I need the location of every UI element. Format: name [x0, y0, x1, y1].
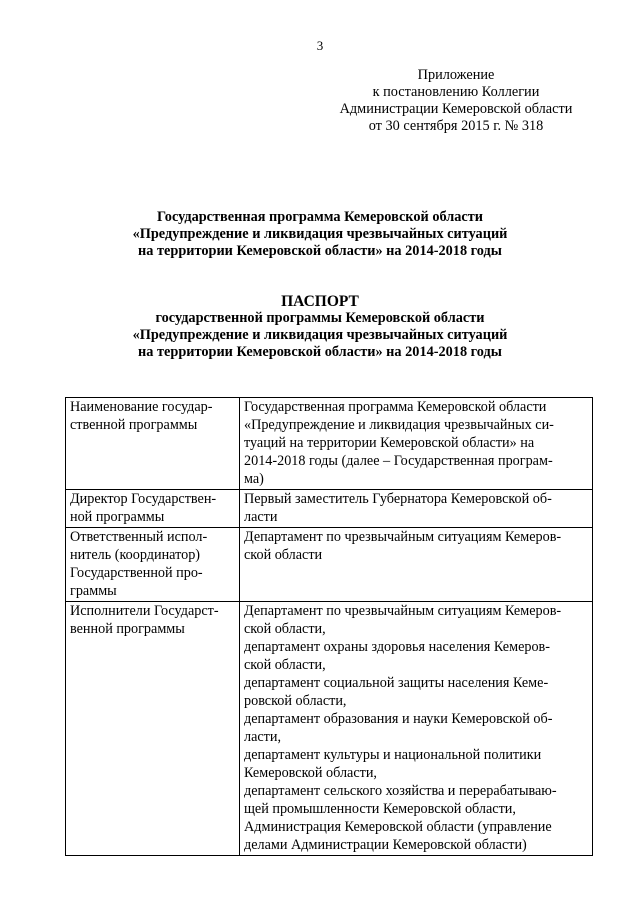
table-cell-label [66, 490, 240, 528]
table-cell-label [66, 398, 240, 490]
value-line: делами Администрации Кемеровской области) [244, 837, 527, 853]
table-row [66, 528, 593, 602]
value-line: Кемеровской области, [244, 765, 377, 781]
table-cell-label [66, 528, 240, 602]
table-cell-value [240, 490, 593, 528]
table-row [66, 398, 593, 490]
value-line: департамент охраны здоровья населения Кемеров- [244, 639, 550, 655]
value-line: ской области [244, 547, 323, 563]
program-title-line: Государственная программа Кемеровской области [156, 209, 484, 225]
label-line: Исполнители Государст- [70, 603, 219, 619]
table-row [66, 602, 593, 856]
passport-title [0, 293, 640, 361]
appendix-line: к постановлению Коллегии [372, 84, 540, 100]
label-line: Директор Государствен- [70, 491, 217, 507]
label-line: венной программы [70, 621, 185, 637]
value-line: ровской области, [244, 693, 347, 709]
value-line: Государственная программа Кемеровской области [244, 399, 547, 415]
label-line: Наименование государ- [70, 399, 213, 415]
value-line: департамент сельского хозяйства и перерабатываю- [244, 783, 557, 799]
value-line: 2014-2018 годы (далее – Государственная програм- [244, 453, 553, 469]
label-line: ственной программы [70, 417, 198, 433]
value-line: Первый заместитель Губернатора Кемеровской об- [244, 491, 552, 507]
appendix-line: Приложение [417, 67, 495, 83]
value-line: ма) [244, 471, 264, 487]
value-line: щей промышленности Кемеровской области, [244, 801, 516, 817]
table-cell-value [240, 398, 593, 490]
value-line: ласти [244, 509, 278, 525]
label-line: Ответственный испол- [70, 529, 208, 545]
table-cell-label [66, 602, 240, 856]
value-line: «Предупреждение и ликвидация чрезвычайных си- [244, 417, 554, 433]
passport-title-line: государственной программы Кемеровской области [155, 310, 485, 326]
value-line: департамент социальной защиты населения Кеме- [244, 675, 549, 691]
appendix-block [318, 67, 594, 135]
table-cell-value [240, 602, 593, 856]
passport-table [65, 397, 593, 856]
page-number: 3 [316, 38, 324, 53]
value-line: ской области, [244, 657, 326, 673]
value-line: ласти, [244, 729, 282, 745]
value-line: Департамент по чрезвычайным ситуациям Кемеров- [244, 529, 562, 545]
appendix-line: Администрации Кемеровской области [339, 101, 573, 117]
value-line: департамент культуры и национальной политики [244, 747, 542, 763]
value-line: ской области, [244, 621, 326, 637]
label-line: Государственной про- [70, 565, 203, 581]
label-line: граммы [70, 583, 117, 599]
passport-table-body [66, 398, 593, 856]
passport-title-line: на территории Кемеровской области» на 2014-2018 годы [138, 344, 502, 360]
value-line: Администрация Кемеровской области (управление [244, 819, 552, 835]
passport-heading: ПАСПОРТ [281, 293, 359, 310]
label-line: нитель (координатор) [70, 547, 201, 563]
passport-title-line: «Предупреждение и ликвидация чрезвычайных ситуаций [132, 327, 508, 343]
table-cell-value [240, 528, 593, 602]
program-title [0, 209, 640, 260]
value-line: туаций на территории Кемеровской области» на [244, 435, 535, 451]
value-line: департамент образования и науки Кемеровской об- [244, 711, 553, 727]
program-title-line: «Предупреждение и ликвидация чрезвычайных ситуаций [132, 226, 508, 242]
appendix-line: от 30 сентября 2015 г. № 318 [368, 118, 544, 134]
value-line: Департамент по чрезвычайным ситуациям Кемеров- [244, 603, 562, 619]
program-title-line: на территории Кемеровской области» на 2014-2018 годы [138, 243, 502, 259]
table-row [66, 490, 593, 528]
label-line: ной программы [70, 509, 165, 525]
